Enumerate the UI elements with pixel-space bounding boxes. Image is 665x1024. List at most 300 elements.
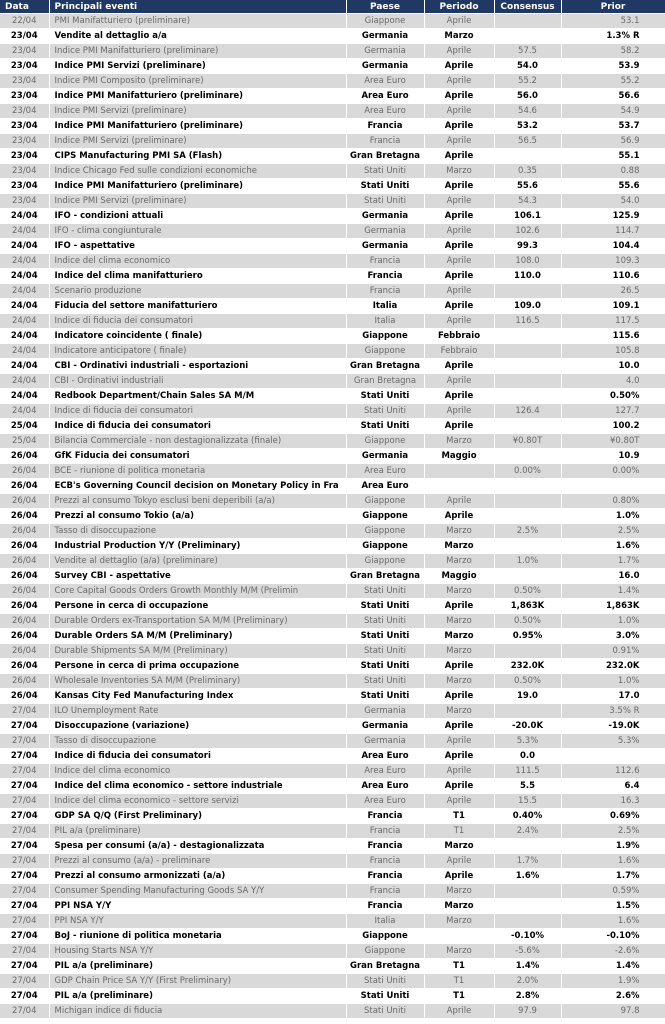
table-row xyxy=(0,494,665,509)
table-row xyxy=(0,14,665,29)
table-cell-date: 23/04 xyxy=(0,44,49,59)
table-cell-date: 25/04 xyxy=(0,419,49,434)
table-cell-date: 24/04 xyxy=(0,224,49,239)
table-cell-date: 24/04 xyxy=(0,329,49,344)
table-row xyxy=(0,269,665,284)
table-cell-prior: 26.5 xyxy=(561,284,665,299)
table-cell-country: Gran Bretagna xyxy=(346,359,424,374)
table-cell-date: 23/04 xyxy=(0,89,49,104)
table-cell-prior: 97.8 xyxy=(561,1004,665,1019)
table-row xyxy=(0,599,665,614)
table-cell-period: Aprile xyxy=(424,494,494,509)
table-cell-date: 24/04 xyxy=(0,269,49,284)
table-row xyxy=(0,479,665,494)
table-cell-prior: 0.88 xyxy=(561,164,665,179)
table-cell-event: Kansas City Fed Manufacturing Index xyxy=(49,689,346,704)
table-cell-date: 27/04 xyxy=(0,824,49,839)
table-cell-event: CBI - Ordinativi industriali xyxy=(49,374,346,389)
table-cell-event: BCE - riunione di politica monetaria xyxy=(49,464,346,479)
table-cell-date: 24/04 xyxy=(0,344,49,359)
table-cell-country: Gran Bretagna xyxy=(346,569,424,584)
table-cell-date: 27/04 xyxy=(0,989,49,1004)
table-cell-country: Stati Uniti xyxy=(346,164,424,179)
table-cell-event: Indice PMI Manifatturiero (preliminare) xyxy=(49,44,346,59)
table-cell-country: Germania xyxy=(346,44,424,59)
table-cell-date: 24/04 xyxy=(0,359,49,374)
table-cell-date: 23/04 xyxy=(0,179,49,194)
table-cell-consensus: 0.00% xyxy=(494,464,561,479)
table-cell-country: Giappone xyxy=(346,494,424,509)
table-cell-consensus: 2.5% xyxy=(494,524,561,539)
table-cell-event: Core Capital Goods Orders Growth Monthly M/M (Prelimin xyxy=(49,584,346,599)
table-cell-prior: 1.6% xyxy=(561,539,665,554)
table-cell-period: Aprile xyxy=(424,719,494,734)
table-cell-event: Indice di fiducia dei consumatori xyxy=(49,749,346,764)
table-cell-period: Aprile xyxy=(424,389,494,404)
table-row xyxy=(0,239,665,254)
table-cell-consensus xyxy=(494,389,561,404)
table-cell-period: Aprile xyxy=(424,179,494,194)
table-cell-consensus xyxy=(494,29,561,44)
table-cell-date: 26/04 xyxy=(0,479,49,494)
table-cell-date: 27/04 xyxy=(0,764,49,779)
table-cell-date: 27/04 xyxy=(0,929,49,944)
header-country: Paese xyxy=(346,0,424,14)
table-cell-consensus: 5.3% xyxy=(494,734,561,749)
table-cell-period: Aprile xyxy=(424,284,494,299)
table-cell-event: Indice PMI Manifatturiero (preliminare) xyxy=(49,89,346,104)
table-cell-date: 27/04 xyxy=(0,839,49,854)
table-cell-country: Germania xyxy=(346,224,424,239)
table-row xyxy=(0,329,665,344)
table-cell-date: 24/04 xyxy=(0,209,49,224)
table-cell-date: 27/04 xyxy=(0,809,49,824)
table-cell-country: Gran Bretagna xyxy=(346,149,424,164)
table-cell-consensus xyxy=(494,284,561,299)
table-cell-date: 27/04 xyxy=(0,914,49,929)
table-row xyxy=(0,524,665,539)
table-cell-period: Aprile xyxy=(424,269,494,284)
table-cell-consensus xyxy=(494,374,561,389)
table-cell-period: Aprile xyxy=(424,104,494,119)
table-cell-event: Survey CBI - aspettative xyxy=(49,569,346,584)
table-cell-prior: 112.6 xyxy=(561,764,665,779)
table-cell-date: 27/04 xyxy=(0,959,49,974)
table-cell-event: Persone in cerca di prima occupazione xyxy=(49,659,346,674)
header-consensus: Consensus xyxy=(494,0,561,14)
table-row xyxy=(0,539,665,554)
table-cell-country: Giappone xyxy=(346,929,424,944)
table-cell-event: PPI NSA Y/Y xyxy=(49,914,346,929)
table-cell-consensus: 0.50% xyxy=(494,614,561,629)
table-cell-prior: 5.3% xyxy=(561,734,665,749)
table-cell-country: Germania xyxy=(346,719,424,734)
table-cell-date: 22/04 xyxy=(0,14,49,29)
table-cell-consensus: 0.35 xyxy=(494,164,561,179)
table-cell-consensus xyxy=(494,569,561,584)
table-cell-event: Scenario produzione xyxy=(49,284,346,299)
table-cell-period: Marzo xyxy=(424,839,494,854)
table-cell-prior: 0.91% xyxy=(561,644,665,659)
table-cell-consensus xyxy=(494,419,561,434)
table-cell-period: Aprile xyxy=(424,239,494,254)
table-cell-event: Vendite al dettaglio (a/a) (preliminare) xyxy=(49,554,346,569)
table-cell-event: Indice del clima economico xyxy=(49,764,346,779)
table-row xyxy=(0,854,665,869)
table-cell-country: Francia xyxy=(346,119,424,134)
table-cell-country: Francia xyxy=(346,899,424,914)
table-cell-country: Stati Uniti xyxy=(346,389,424,404)
table-cell-prior: 56.9 xyxy=(561,134,665,149)
table-cell-period: Marzo xyxy=(424,554,494,569)
table-cell-country: Francia xyxy=(346,284,424,299)
table-cell-consensus: 1.7% xyxy=(494,854,561,869)
table-cell-date: 23/04 xyxy=(0,164,49,179)
table-cell-consensus: 0.50% xyxy=(494,584,561,599)
table-row xyxy=(0,389,665,404)
table-cell-consensus: -20.0K xyxy=(494,719,561,734)
table-cell-date: 26/04 xyxy=(0,539,49,554)
table-cell-date: 24/04 xyxy=(0,404,49,419)
table-row xyxy=(0,944,665,959)
table-cell-consensus: 0.50% xyxy=(494,674,561,689)
table-cell-prior: 0.50% xyxy=(561,389,665,404)
table-cell-country: Giappone xyxy=(346,554,424,569)
table-cell-country: Area Euro xyxy=(346,779,424,794)
table-cell-consensus xyxy=(494,149,561,164)
table-cell-event: ILO Unemployment Rate xyxy=(49,704,346,719)
table-row xyxy=(0,734,665,749)
table-row xyxy=(0,809,665,824)
table-cell-consensus xyxy=(494,884,561,899)
table-cell-country: Area Euro xyxy=(346,794,424,809)
table-cell-date: 23/04 xyxy=(0,134,49,149)
table-cell-event: Indice PMI Servizi (preliminare) xyxy=(49,194,346,209)
table-row xyxy=(0,419,665,434)
table-cell-consensus xyxy=(494,359,561,374)
table-row xyxy=(0,929,665,944)
table-cell-country: Stati Uniti xyxy=(346,419,424,434)
table-cell-period: T1 xyxy=(424,809,494,824)
table-cell-prior: 1.7% xyxy=(561,869,665,884)
table-row xyxy=(0,89,665,104)
table-cell-prior: 109.1 xyxy=(561,299,665,314)
table-row xyxy=(0,119,665,134)
table-cell-event: Indice del clima economico - settore industriale xyxy=(49,779,346,794)
table-row xyxy=(0,899,665,914)
table-cell-consensus: 109.0 xyxy=(494,299,561,314)
table-cell-event: Durable Orders SA M/M (Preliminary) xyxy=(49,629,346,644)
table-cell-consensus xyxy=(494,839,561,854)
table-cell-consensus: 99.3 xyxy=(494,239,561,254)
table-cell-prior: -19.0K xyxy=(561,719,665,734)
table-cell-country: Stati Uniti xyxy=(346,599,424,614)
table-cell-prior: 54.0 xyxy=(561,194,665,209)
table-cell-period: Aprile xyxy=(424,254,494,269)
table-cell-date: 27/04 xyxy=(0,704,49,719)
table-row xyxy=(0,584,665,599)
header-date: Data xyxy=(0,0,49,14)
table-cell-period: Marzo xyxy=(424,674,494,689)
table-cell-date: 26/04 xyxy=(0,644,49,659)
table-cell-country: Giappone xyxy=(346,329,424,344)
table-cell-prior: 105.8 xyxy=(561,344,665,359)
table-cell-consensus xyxy=(494,329,561,344)
table-cell-consensus: 102.6 xyxy=(494,224,561,239)
table-cell-consensus: 15.5 xyxy=(494,794,561,809)
table-cell-prior: 55.1 xyxy=(561,149,665,164)
table-cell-consensus xyxy=(494,14,561,29)
table-cell-date: 24/04 xyxy=(0,314,49,329)
table-cell-event: Spesa per consumi (a/a) - destagionalizzata xyxy=(49,839,346,854)
table-cell-period: Aprile xyxy=(424,509,494,524)
table-cell-event: Persone in cerca di occupazione xyxy=(49,599,346,614)
table-cell-country: Stati Uniti xyxy=(346,659,424,674)
table-cell-prior: 1.0% xyxy=(561,509,665,524)
table-cell-date: 27/04 xyxy=(0,749,49,764)
table-cell-date: 26/04 xyxy=(0,599,49,614)
table-cell-date: 26/04 xyxy=(0,494,49,509)
table-cell-date: 26/04 xyxy=(0,689,49,704)
table-cell-country: Giappone xyxy=(346,539,424,554)
header-period: Periodo xyxy=(424,0,494,14)
table-cell-period: Aprile xyxy=(424,689,494,704)
table-row xyxy=(0,1004,665,1019)
table-row xyxy=(0,794,665,809)
table-cell-country: Germania xyxy=(346,59,424,74)
table-cell-event: Indice di fiducia dei consumatori xyxy=(49,314,346,329)
table-cell-event: Indicatore anticipatore ( finale) xyxy=(49,344,346,359)
table-cell-prior: 2.5% xyxy=(561,824,665,839)
table-cell-prior: 53.1 xyxy=(561,14,665,29)
header-prior: Prior xyxy=(561,0,665,14)
table-cell-event: Wholesale Inventories SA M/M (Preliminary) xyxy=(49,674,346,689)
table-row xyxy=(0,644,665,659)
table-cell-country: Giappone xyxy=(346,509,424,524)
table-cell-prior: 114.7 xyxy=(561,224,665,239)
table-cell-prior: 10.0 xyxy=(561,359,665,374)
table-cell-country: Germania xyxy=(346,29,424,44)
table-cell-date: 23/04 xyxy=(0,104,49,119)
table-cell-country: Francia xyxy=(346,269,424,284)
table-cell-consensus: 97.9 xyxy=(494,1004,561,1019)
table-cell-country: Giappone xyxy=(346,14,424,29)
table-cell-period: Aprile xyxy=(424,779,494,794)
table-cell-period: Marzo xyxy=(424,899,494,914)
table-cell-event: PMI Manifatturiero (preliminare) xyxy=(49,14,346,29)
table-row xyxy=(0,989,665,1004)
table-row xyxy=(0,839,665,854)
table-cell-prior: 1.4% xyxy=(561,959,665,974)
table-cell-date: 23/04 xyxy=(0,119,49,134)
table-cell-event: Tasso di disoccupazione xyxy=(49,524,346,539)
table-cell-event: Indice PMI Servizi (preliminare) xyxy=(49,59,346,74)
table-cell-event: Michigan indice di fiducia xyxy=(49,1004,346,1019)
table-cell-country: Giappone xyxy=(346,434,424,449)
table-cell-date: 27/04 xyxy=(0,854,49,869)
table-row xyxy=(0,104,665,119)
table-cell-prior: 1.4% xyxy=(561,584,665,599)
table-row xyxy=(0,314,665,329)
table-cell-prior: 117.5 xyxy=(561,314,665,329)
table-cell-prior: 3.5% R xyxy=(561,704,665,719)
table-row xyxy=(0,374,665,389)
table-cell-date: 27/04 xyxy=(0,899,49,914)
table-cell-date: 27/04 xyxy=(0,869,49,884)
table-cell-event: Indice di fiducia dei consumatori xyxy=(49,404,346,419)
table-row xyxy=(0,74,665,89)
table-cell-date: 26/04 xyxy=(0,674,49,689)
table-cell-country: Stati Uniti xyxy=(346,974,424,989)
table-cell-consensus: 110.0 xyxy=(494,269,561,284)
table-cell-country: Italia xyxy=(346,314,424,329)
table-cell-consensus: 56.0 xyxy=(494,89,561,104)
table-cell-period: Aprile xyxy=(424,419,494,434)
table-row xyxy=(0,614,665,629)
table-cell-event: Prezzi al consumo armonizzati (a/a) xyxy=(49,869,346,884)
table-cell-period: Aprile xyxy=(424,44,494,59)
table-cell-consensus: 54.6 xyxy=(494,104,561,119)
header-row xyxy=(0,0,665,14)
table-cell-period: Aprile xyxy=(424,89,494,104)
table-cell-prior: 104.4 xyxy=(561,239,665,254)
table-cell-event: BoJ - riunione di politica monetaria xyxy=(49,929,346,944)
table-row xyxy=(0,959,665,974)
table-cell-prior: -0.10% xyxy=(561,929,665,944)
table-cell-period: Marzo xyxy=(424,29,494,44)
table-cell-country: Francia xyxy=(346,824,424,839)
table-cell-country: Germania xyxy=(346,239,424,254)
table-cell-period: Aprile xyxy=(424,134,494,149)
table-cell-country: Italia xyxy=(346,299,424,314)
table-row xyxy=(0,569,665,584)
table-cell-date: 25/04 xyxy=(0,434,49,449)
table-cell-event: Indice PMI Manifatturiero (preliminare) xyxy=(49,119,346,134)
table-row xyxy=(0,179,665,194)
table-cell-period: Aprile xyxy=(424,869,494,884)
table-cell-consensus: 1,863K xyxy=(494,599,561,614)
table-row xyxy=(0,359,665,374)
table-cell-prior: 1.9% xyxy=(561,974,665,989)
table-cell-period: Aprile xyxy=(424,74,494,89)
table-cell-period: Aprile xyxy=(424,224,494,239)
table-cell-event: Prezzi al consumo Tokyo esclusi beni deperibili (a/a) xyxy=(49,494,346,509)
table-cell-country: Area Euro xyxy=(346,89,424,104)
table-cell-consensus: ¥0.80T xyxy=(494,434,561,449)
table-row xyxy=(0,674,665,689)
table-row xyxy=(0,509,665,524)
table-cell-period: Febbraio xyxy=(424,344,494,359)
table-cell-country: Stati Uniti xyxy=(346,1004,424,1019)
table-row xyxy=(0,869,665,884)
table-cell-country: Germania xyxy=(346,209,424,224)
table-cell-country: Stati Uniti xyxy=(346,989,424,1004)
table-cell-prior: 0.80% xyxy=(561,494,665,509)
table-cell-event: Prezzi al consumo Tokio (a/a) xyxy=(49,509,346,524)
table-cell-period: Aprile xyxy=(424,314,494,329)
table-cell-event: Indice PMI Manifatturiero (preliminare) xyxy=(49,179,346,194)
table-cell-country: Germania xyxy=(346,449,424,464)
table-cell-country: Gran Bretagna xyxy=(346,374,424,389)
table-cell-date: 26/04 xyxy=(0,569,49,584)
table-cell-consensus: 1.0% xyxy=(494,554,561,569)
table-cell-event: Indicatore coincidente ( finale) xyxy=(49,329,346,344)
table-row xyxy=(0,149,665,164)
table-cell-event: Vendite al dettaglio a/a xyxy=(49,29,346,44)
table-cell-event: Fiducia del settore manifatturiero xyxy=(49,299,346,314)
table-cell-consensus: 1.4% xyxy=(494,959,561,974)
table-cell-country: Stati Uniti xyxy=(346,644,424,659)
table-cell-consensus xyxy=(494,899,561,914)
table-cell-prior: 10.9 xyxy=(561,449,665,464)
table-cell-event: Indice del clima manifatturiero xyxy=(49,269,346,284)
table-cell-country: Giappone xyxy=(346,524,424,539)
table-cell-period: Aprile xyxy=(424,14,494,29)
table-cell-consensus: 5.5 xyxy=(494,779,561,794)
table-cell-prior: 58.2 xyxy=(561,44,665,59)
table-cell-date: 27/04 xyxy=(0,734,49,749)
table-cell-consensus: 54.0 xyxy=(494,59,561,74)
table-cell-period: Aprile xyxy=(424,149,494,164)
table-cell-date: 27/04 xyxy=(0,779,49,794)
table-cell-consensus: 232.0K xyxy=(494,659,561,674)
table-cell-prior: 0.00% xyxy=(561,464,665,479)
table-cell-prior xyxy=(561,749,665,764)
table-cell-country: Area Euro xyxy=(346,74,424,89)
table-cell-period: Aprile xyxy=(424,764,494,779)
table-cell-event: ECB's Governing Council decision on Monetary Policy in Fra xyxy=(49,479,346,494)
table-cell-country: Italia xyxy=(346,914,424,929)
table-cell-period: Marzo xyxy=(424,164,494,179)
table-cell-event: CIPS Manufacturing PMI SA (Flash) xyxy=(49,149,346,164)
table-cell-period: Aprile xyxy=(424,599,494,614)
table-cell-period: T1 xyxy=(424,824,494,839)
table-cell-period xyxy=(424,464,494,479)
table-cell-prior: 1.0% xyxy=(561,674,665,689)
table-cell-event: Redbook Department/Chain Sales SA M/M xyxy=(49,389,346,404)
table-row xyxy=(0,254,665,269)
table-cell-event: Indice di fiducia dei consumatori xyxy=(49,419,346,434)
table-cell-period: Maggio xyxy=(424,569,494,584)
table-cell-period: Aprile xyxy=(424,854,494,869)
table-cell-prior: 6.4 xyxy=(561,779,665,794)
table-cell-date: 27/04 xyxy=(0,944,49,959)
table-cell-period: Aprile xyxy=(424,749,494,764)
table-cell-country: Gran Bretagna xyxy=(346,959,424,974)
table-row xyxy=(0,629,665,644)
table-cell-event: Consumer Spending Manufacturing Goods SA Y/Y xyxy=(49,884,346,899)
table-cell-date: 26/04 xyxy=(0,629,49,644)
table-cell-prior: 1,863K xyxy=(561,599,665,614)
table-cell-prior: 232.0K xyxy=(561,659,665,674)
table-cell-date: 23/04 xyxy=(0,59,49,74)
table-row xyxy=(0,164,665,179)
table-cell-date: 27/04 xyxy=(0,974,49,989)
table-cell-consensus: -0.10% xyxy=(494,929,561,944)
table-cell-country: Stati Uniti xyxy=(346,689,424,704)
table-row xyxy=(0,884,665,899)
table-cell-country: Francia xyxy=(346,869,424,884)
table-cell-period: Marzo xyxy=(424,614,494,629)
table-cell-consensus xyxy=(494,509,561,524)
table-cell-event: Indice PMI Servizi (preliminare) xyxy=(49,134,346,149)
table-cell-consensus: 55.2 xyxy=(494,74,561,89)
table-cell-country: Area Euro xyxy=(346,749,424,764)
table-cell-consensus: 55.6 xyxy=(494,179,561,194)
table-row xyxy=(0,299,665,314)
table-cell-consensus: 2.8% xyxy=(494,989,561,1004)
table-cell-event: Bilancia Commerciale - non destagionalizzata (finale) xyxy=(49,434,346,449)
